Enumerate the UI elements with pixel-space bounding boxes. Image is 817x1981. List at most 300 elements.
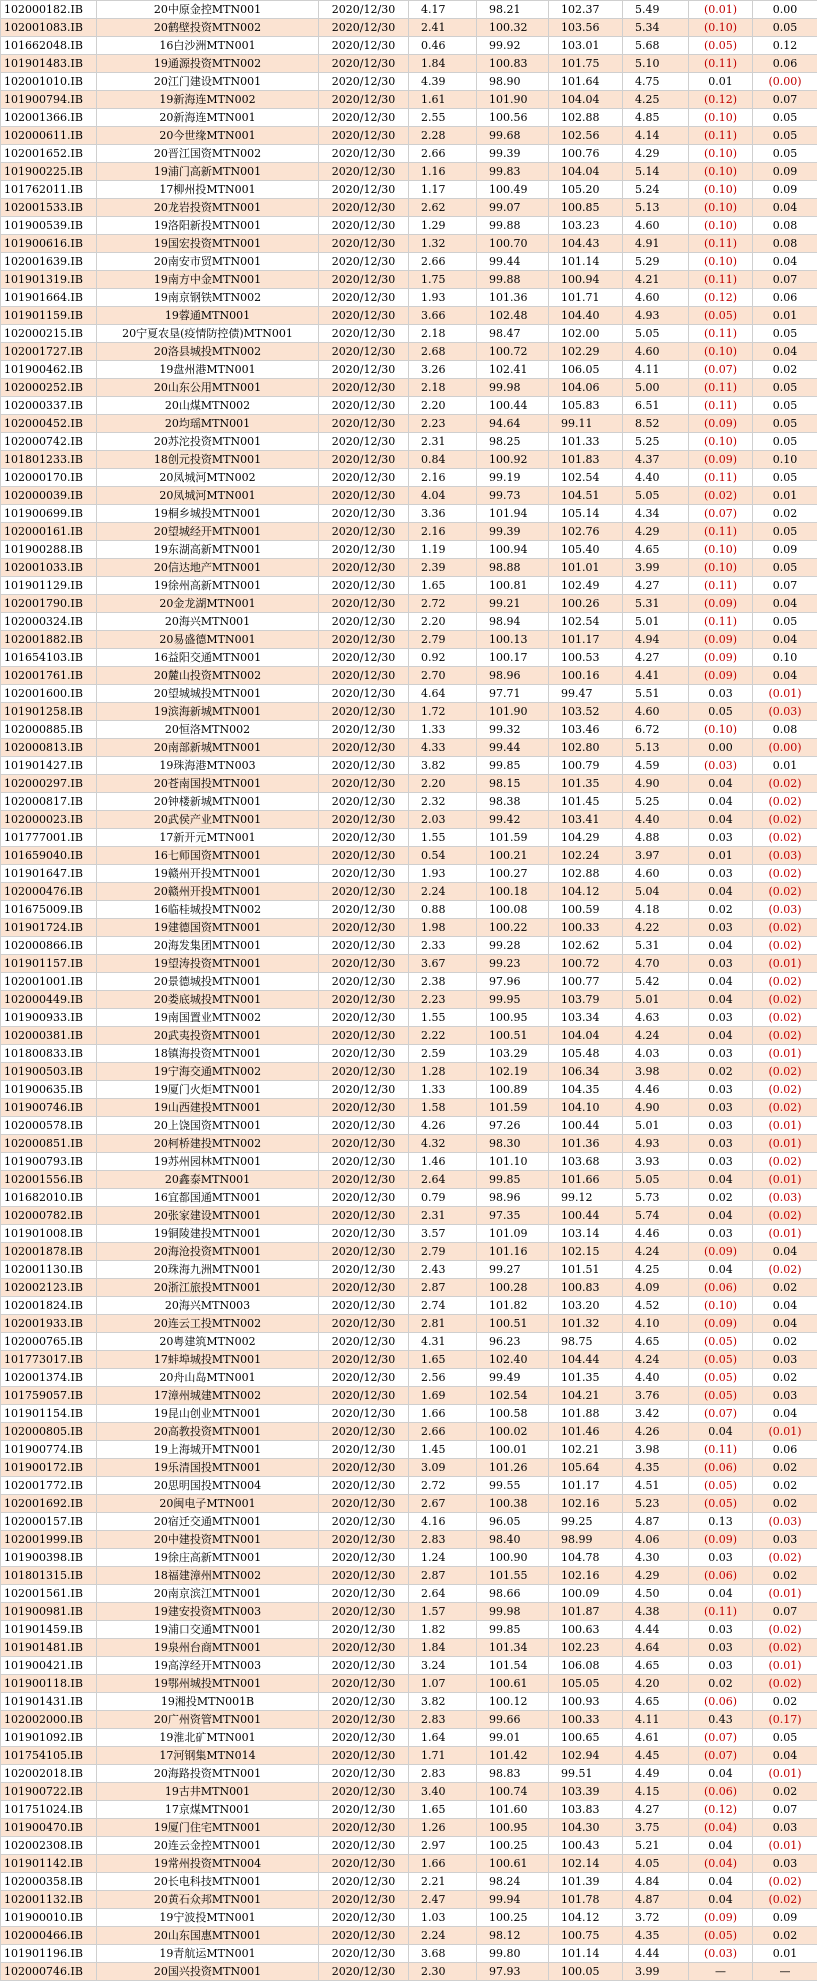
duration-cell: 1.24 — [409, 1549, 477, 1567]
yield-cell: 4.20 — [623, 1675, 689, 1693]
bond-name-cell: 20鑫泰MTN001 — [97, 1171, 319, 1189]
yield-cell: 5.31 — [623, 595, 689, 613]
change-b-cell: (0.01) — [753, 1135, 817, 1153]
table-row — [1, 919, 817, 937]
bond-name-cell: 20山东公用MTN001 — [97, 379, 319, 397]
duration-cell: 2.81 — [409, 1315, 477, 1333]
clean-price-cell: 102.48 — [477, 307, 549, 325]
bond-code-cell: 101901142.IB — [1, 1855, 97, 1873]
change-a-cell: (0.10) — [689, 163, 753, 181]
change-a-cell: 0.03 — [689, 1621, 753, 1639]
table-row — [1, 649, 817, 667]
bond-name-cell: 18福建漳州MTN002 — [97, 1567, 319, 1585]
table-row — [1, 1639, 817, 1657]
bond-name-cell: 20赣州开投MTN001 — [97, 883, 319, 901]
bond-name-cell: 20娄底城投MTN001 — [97, 991, 319, 1009]
yield-cell: 4.11 — [623, 361, 689, 379]
clean-price-cell: 100.01 — [477, 1441, 549, 1459]
duration-cell: 3.82 — [409, 757, 477, 775]
change-a-cell: (0.03) — [689, 757, 753, 775]
bond-name-cell: 20海兴MTN003 — [97, 1297, 319, 1315]
change-b-cell: (0.02) — [753, 937, 817, 955]
dirty-price-cell: 104.04 — [549, 91, 623, 109]
duration-cell: 4.04 — [409, 487, 477, 505]
table-row — [1, 1495, 817, 1513]
valuation-date-cell: 2020/12/30 — [319, 865, 409, 883]
change-b-cell: (0.02) — [753, 1081, 817, 1099]
bond-code-cell: 101900421.IB — [1, 1657, 97, 1675]
table-row — [1, 433, 817, 451]
dirty-price-cell: 105.64 — [549, 1459, 623, 1477]
clean-price-cell: 98.94 — [477, 613, 549, 631]
duration-cell: 2.18 — [409, 325, 477, 343]
duration-cell: 0.79 — [409, 1189, 477, 1207]
clean-price-cell: 99.80 — [477, 1945, 549, 1963]
table-row — [1, 1765, 817, 1783]
bond-name-cell: 19铜陵建投MTN001 — [97, 1225, 319, 1243]
clean-price-cell: 101.34 — [477, 1639, 549, 1657]
bond-code-cell: 102000161.IB — [1, 523, 97, 541]
valuation-date-cell: 2020/12/30 — [319, 1675, 409, 1693]
table-row — [1, 19, 817, 37]
yield-cell: 4.30 — [623, 1549, 689, 1567]
change-b-cell: (0.02) — [753, 865, 817, 883]
valuation-date-cell: 2020/12/30 — [319, 1405, 409, 1423]
duration-cell: 1.69 — [409, 1387, 477, 1405]
change-b-cell: (0.00) — [753, 739, 817, 757]
duration-cell: 2.32 — [409, 793, 477, 811]
clean-price-cell: 99.21 — [477, 595, 549, 613]
change-a-cell: 0.03 — [689, 1117, 753, 1135]
table-row — [1, 1279, 817, 1297]
bond-name-cell: 19盘州港MTN001 — [97, 361, 319, 379]
valuation-date-cell: 2020/12/30 — [319, 487, 409, 505]
table-row — [1, 1909, 817, 1927]
change-b-cell: 0.05 — [753, 469, 817, 487]
change-a-cell: (0.05) — [689, 1351, 753, 1369]
duration-cell: 1.55 — [409, 1009, 477, 1027]
bond-name-cell: 20思明国投MTN004 — [97, 1477, 319, 1495]
table-row — [1, 1675, 817, 1693]
bond-code-cell: 102001556.IB — [1, 1171, 97, 1189]
valuation-date-cell: 2020/12/30 — [319, 1153, 409, 1171]
valuation-date-cell: 2020/12/30 — [319, 1693, 409, 1711]
yield-cell: 4.29 — [623, 145, 689, 163]
yield-cell: 4.24 — [623, 1243, 689, 1261]
clean-price-cell: 96.23 — [477, 1333, 549, 1351]
change-a-cell: 0.04 — [689, 973, 753, 991]
change-b-cell: (0.03) — [753, 901, 817, 919]
duration-cell: 4.31 — [409, 1333, 477, 1351]
table-row — [1, 127, 817, 145]
table-row — [1, 55, 817, 73]
bond-code-cell: 102000449.IB — [1, 991, 97, 1009]
table-row — [1, 1855, 817, 1873]
change-a-cell: (0.09) — [689, 667, 753, 685]
change-b-cell: 0.06 — [753, 1441, 817, 1459]
duration-cell: 1.98 — [409, 919, 477, 937]
dirty-price-cell: 100.85 — [549, 199, 623, 217]
change-b-cell: 0.00 — [753, 1, 817, 19]
duration-cell: 2.83 — [409, 1711, 477, 1729]
bond-name-cell: 20南安市贸MTN001 — [97, 253, 319, 271]
yield-cell: 4.22 — [623, 919, 689, 937]
table-row — [1, 1963, 817, 1981]
change-b-cell: (0.17) — [753, 1711, 817, 1729]
clean-price-cell: 99.42 — [477, 811, 549, 829]
bond-name-cell: 20舟山岛MTN001 — [97, 1369, 319, 1387]
yield-cell: 4.90 — [623, 1099, 689, 1117]
change-b-cell: 0.01 — [753, 307, 817, 325]
dirty-price-cell: 102.23 — [549, 1639, 623, 1657]
dirty-price-cell: 101.71 — [549, 289, 623, 307]
yield-cell: 4.27 — [623, 649, 689, 667]
yield-cell: 5.05 — [623, 1171, 689, 1189]
change-b-cell: 0.05 — [753, 397, 817, 415]
dirty-price-cell: 106.34 — [549, 1063, 623, 1081]
clean-price-cell: 98.30 — [477, 1135, 549, 1153]
valuation-date-cell: 2020/12/30 — [319, 1207, 409, 1225]
table-row — [1, 1441, 817, 1459]
valuation-date-cell: 2020/12/30 — [319, 1513, 409, 1531]
bond-name-cell: 19鄂州城投MTN001 — [97, 1675, 319, 1693]
bond-code-cell: 101900288.IB — [1, 541, 97, 559]
table-row — [1, 163, 817, 181]
duration-cell: 2.66 — [409, 1423, 477, 1441]
yield-cell: 4.70 — [623, 955, 689, 973]
change-a-cell: 0.02 — [689, 901, 753, 919]
dirty-price-cell: 99.12 — [549, 1189, 623, 1207]
dirty-price-cell: 100.94 — [549, 271, 623, 289]
valuation-date-cell: 2020/12/30 — [319, 1603, 409, 1621]
dirty-price-cell: 101.39 — [549, 1873, 623, 1891]
bond-name-cell: 20龙岩投资MTN001 — [97, 199, 319, 217]
clean-price-cell: 98.88 — [477, 559, 549, 577]
clean-price-cell: 97.96 — [477, 973, 549, 991]
dirty-price-cell: 104.43 — [549, 235, 623, 253]
bond-code-cell: 102000023.IB — [1, 811, 97, 829]
table-row — [1, 1819, 817, 1837]
dirty-price-cell: 100.33 — [549, 1711, 623, 1729]
change-a-cell: (0.09) — [689, 595, 753, 613]
duration-cell: 1.66 — [409, 1855, 477, 1873]
bond-code-cell: 102001366.IB — [1, 109, 97, 127]
clean-price-cell: 102.19 — [477, 1063, 549, 1081]
valuation-date-cell: 2020/12/30 — [319, 1657, 409, 1675]
dirty-price-cell: 103.79 — [549, 991, 623, 1009]
table-row — [1, 1081, 817, 1099]
table-row — [1, 1567, 817, 1585]
table-row — [1, 1369, 817, 1387]
duration-cell: 3.67 — [409, 955, 477, 973]
table-row — [1, 883, 817, 901]
valuation-date-cell: 2020/12/30 — [319, 829, 409, 847]
bond-code-cell: 101900398.IB — [1, 1549, 97, 1567]
valuation-date-cell: 2020/12/30 — [319, 577, 409, 595]
clean-price-cell: 99.95 — [477, 991, 549, 1009]
change-b-cell: 0.01 — [753, 1945, 817, 1963]
table-row — [1, 865, 817, 883]
bond-code-cell: 101777001.IB — [1, 829, 97, 847]
change-b-cell: 0.09 — [753, 1909, 817, 1927]
change-b-cell: 0.05 — [753, 559, 817, 577]
valuation-date-cell: 2020/12/30 — [319, 685, 409, 703]
valuation-date-cell: 2020/12/30 — [319, 109, 409, 127]
dirty-price-cell: 104.21 — [549, 1387, 623, 1405]
yield-cell: 3.75 — [623, 1819, 689, 1837]
bond-name-cell: 20钟楼新城MTN001 — [97, 793, 319, 811]
dirty-price-cell: 103.14 — [549, 1225, 623, 1243]
bond-name-cell: 20上饶国资MTN001 — [97, 1117, 319, 1135]
yield-cell: 5.34 — [623, 19, 689, 37]
bond-code-cell: 101900616.IB — [1, 235, 97, 253]
yield-cell: 3.99 — [623, 559, 689, 577]
dirty-price-cell: 102.15 — [549, 1243, 623, 1261]
yield-cell: 4.60 — [623, 289, 689, 307]
dirty-price-cell: 103.41 — [549, 811, 623, 829]
duration-cell: 1.16 — [409, 163, 477, 181]
clean-price-cell: 100.70 — [477, 235, 549, 253]
yield-cell: 4.09 — [623, 1279, 689, 1297]
table-row — [1, 1261, 817, 1279]
valuation-date-cell: 2020/12/30 — [319, 1351, 409, 1369]
dirty-price-cell: 102.62 — [549, 937, 623, 955]
duration-cell: 1.93 — [409, 865, 477, 883]
yield-cell: 4.29 — [623, 1567, 689, 1585]
bond-code-cell: 101654103.IB — [1, 649, 97, 667]
yield-cell: 5.49 — [623, 1, 689, 19]
yield-cell: 4.65 — [623, 541, 689, 559]
clean-price-cell: 98.66 — [477, 1585, 549, 1603]
bond-name-cell: 20高教投资MTN001 — [97, 1423, 319, 1441]
clean-price-cell: 100.28 — [477, 1279, 549, 1297]
duration-cell: 1.03 — [409, 1909, 477, 1927]
clean-price-cell: 100.38 — [477, 1495, 549, 1513]
change-a-cell: (0.06) — [689, 1459, 753, 1477]
duration-cell: 2.20 — [409, 613, 477, 631]
valuation-date-cell: 2020/12/30 — [319, 523, 409, 541]
valuation-date-cell: 2020/12/30 — [319, 1765, 409, 1783]
bond-code-cell: 101759057.IB — [1, 1387, 97, 1405]
bond-name-cell: 19通源投资MTN002 — [97, 55, 319, 73]
bond-name-cell: 20今世缘MTN001 — [97, 127, 319, 145]
dirty-price-cell: 104.06 — [549, 379, 623, 397]
valuation-date-cell: 2020/12/30 — [319, 703, 409, 721]
valuation-date-cell: 2020/12/30 — [319, 559, 409, 577]
bond-name-cell: 20望城城投MTN001 — [97, 685, 319, 703]
dirty-price-cell: 98.75 — [549, 1333, 623, 1351]
duration-cell: 3.82 — [409, 1693, 477, 1711]
change-a-cell: (0.11) — [689, 127, 753, 145]
change-b-cell: (0.02) — [753, 811, 817, 829]
dirty-price-cell: 103.01 — [549, 37, 623, 55]
valuation-date-cell: 2020/12/30 — [319, 1477, 409, 1495]
bond-code-cell: 101901159.IB — [1, 307, 97, 325]
change-a-cell: (0.09) — [689, 1315, 753, 1333]
change-b-cell: (0.01) — [753, 1657, 817, 1675]
change-b-cell: 0.04 — [753, 343, 817, 361]
table-row — [1, 1243, 817, 1261]
yield-cell: 5.10 — [623, 55, 689, 73]
yield-cell: 5.51 — [623, 685, 689, 703]
duration-cell: 2.87 — [409, 1279, 477, 1297]
change-b-cell: 0.03 — [753, 1855, 817, 1873]
valuation-date-cell: 2020/12/30 — [319, 1747, 409, 1765]
bond-code-cell: 102001561.IB — [1, 1585, 97, 1603]
change-b-cell: (0.02) — [753, 1891, 817, 1909]
bond-name-cell: 20江门建设MTN001 — [97, 73, 319, 91]
valuation-date-cell: 2020/12/30 — [319, 433, 409, 451]
clean-price-cell: 101.16 — [477, 1243, 549, 1261]
duration-cell: 1.72 — [409, 703, 477, 721]
change-a-cell: (0.10) — [689, 199, 753, 217]
bond-name-cell: 20恒洛MTN002 — [97, 721, 319, 739]
clean-price-cell: 98.21 — [477, 1, 549, 19]
clean-price-cell: 98.47 — [477, 325, 549, 343]
change-a-cell: 0.03 — [689, 1081, 753, 1099]
valuation-date-cell: 2020/12/30 — [319, 289, 409, 307]
table-row — [1, 1207, 817, 1225]
dirty-price-cell: 104.04 — [549, 163, 623, 181]
clean-price-cell: 100.44 — [477, 397, 549, 415]
bond-name-cell: 19苏州园林MTN001 — [97, 1153, 319, 1171]
dirty-price-cell: 105.83 — [549, 397, 623, 415]
clean-price-cell: 98.96 — [477, 667, 549, 685]
valuation-date-cell: 2020/12/30 — [319, 1549, 409, 1567]
change-b-cell: 0.02 — [753, 1477, 817, 1495]
change-b-cell: 0.07 — [753, 91, 817, 109]
bond-name-cell: 19浦门高新MTN001 — [97, 163, 319, 181]
bond-name-cell: 19泉州台商MTN001 — [97, 1639, 319, 1657]
valuation-date-cell: 2020/12/30 — [319, 73, 409, 91]
table-row — [1, 1405, 817, 1423]
valuation-date-cell: 2020/12/30 — [319, 1837, 409, 1855]
duration-cell: 1.46 — [409, 1153, 477, 1171]
duration-cell: 2.97 — [409, 1837, 477, 1855]
bond-code-cell: 101901481.IB — [1, 1639, 97, 1657]
duration-cell: 1.65 — [409, 577, 477, 595]
change-a-cell: (0.09) — [689, 451, 753, 469]
bond-code-cell: 102000297.IB — [1, 775, 97, 793]
duration-cell: 2.55 — [409, 109, 477, 127]
yield-cell: 4.65 — [623, 1693, 689, 1711]
bond-code-cell: 101900794.IB — [1, 91, 97, 109]
dirty-price-cell: 106.05 — [549, 361, 623, 379]
bond-code-cell: 101901483.IB — [1, 55, 97, 73]
clean-price-cell: 100.08 — [477, 901, 549, 919]
duration-cell: 1.58 — [409, 1099, 477, 1117]
bond-code-cell: 101662048.IB — [1, 37, 97, 55]
change-a-cell: (0.05) — [689, 307, 753, 325]
clean-price-cell: 97.26 — [477, 1117, 549, 1135]
change-a-cell: 0.05 — [689, 703, 753, 721]
change-a-cell: (0.12) — [689, 91, 753, 109]
yield-cell: 3.98 — [623, 1441, 689, 1459]
duration-cell: 2.20 — [409, 775, 477, 793]
bond-code-cell: 101900774.IB — [1, 1441, 97, 1459]
clean-price-cell: 99.19 — [477, 469, 549, 487]
valuation-date-cell: 2020/12/30 — [319, 1315, 409, 1333]
bond-code-cell: 102000885.IB — [1, 721, 97, 739]
clean-price-cell: 98.15 — [477, 775, 549, 793]
duration-cell: 3.24 — [409, 1657, 477, 1675]
dirty-price-cell: 101.78 — [549, 1891, 623, 1909]
valuation-date-cell: 2020/12/30 — [319, 613, 409, 631]
change-b-cell: 0.03 — [753, 1351, 817, 1369]
duration-cell: 1.57 — [409, 1603, 477, 1621]
valuation-date-cell: 2020/12/30 — [319, 415, 409, 433]
yield-cell: 5.01 — [623, 613, 689, 631]
table-row — [1, 145, 817, 163]
clean-price-cell: 100.72 — [477, 343, 549, 361]
dirty-price-cell: 103.56 — [549, 19, 623, 37]
bond-name-cell: 20麓山投资MTN002 — [97, 667, 319, 685]
table-row — [1, 1657, 817, 1675]
dirty-price-cell: 102.24 — [549, 847, 623, 865]
yield-cell: 4.21 — [623, 271, 689, 289]
change-a-cell: (0.09) — [689, 631, 753, 649]
change-b-cell: 0.02 — [753, 1783, 817, 1801]
valuation-date-cell: 2020/12/30 — [319, 667, 409, 685]
valuation-date-cell: 2020/12/30 — [319, 325, 409, 343]
clean-price-cell: 102.41 — [477, 361, 549, 379]
change-a-cell: 0.04 — [689, 811, 753, 829]
dirty-price-cell: 102.88 — [549, 865, 623, 883]
change-a-cell: (0.12) — [689, 289, 753, 307]
clean-price-cell: 99.39 — [477, 145, 549, 163]
yield-cell: 4.46 — [623, 1081, 689, 1099]
change-b-cell: 0.03 — [753, 1819, 817, 1837]
change-a-cell: 0.03 — [689, 1153, 753, 1171]
dirty-price-cell: 105.40 — [549, 541, 623, 559]
duration-cell: 1.61 — [409, 91, 477, 109]
bond-code-cell: 101675009.IB — [1, 901, 97, 919]
change-b-cell: (0.02) — [753, 1261, 817, 1279]
yield-cell: 4.15 — [623, 1783, 689, 1801]
yield-cell: 4.27 — [623, 577, 689, 595]
yield-cell: 4.87 — [623, 1891, 689, 1909]
bond-name-cell: 20金龙湖MTN001 — [97, 595, 319, 613]
clean-price-cell: 99.44 — [477, 253, 549, 271]
yield-cell: 8.52 — [623, 415, 689, 433]
yield-cell: 4.10 — [623, 1315, 689, 1333]
yield-cell: 4.52 — [623, 1297, 689, 1315]
yield-cell: 3.93 — [623, 1153, 689, 1171]
valuation-date-cell: 2020/12/30 — [319, 811, 409, 829]
yield-cell: 4.27 — [623, 1801, 689, 1819]
yield-cell: 4.49 — [623, 1765, 689, 1783]
bond-name-cell: 18创元投资MTN001 — [97, 451, 319, 469]
duration-cell: 1.29 — [409, 217, 477, 235]
change-b-cell: 0.05 — [753, 19, 817, 37]
clean-price-cell: 101.09 — [477, 1225, 549, 1243]
dirty-price-cell: 100.09 — [549, 1585, 623, 1603]
table-row — [1, 1621, 817, 1639]
duration-cell: 2.43 — [409, 1261, 477, 1279]
bond-code-cell: 101901427.IB — [1, 757, 97, 775]
change-b-cell: (0.02) — [753, 1099, 817, 1117]
duration-cell: 1.28 — [409, 1063, 477, 1081]
bond-code-cell: 102001999.IB — [1, 1531, 97, 1549]
change-b-cell: 0.07 — [753, 577, 817, 595]
yield-cell: 4.05 — [623, 1855, 689, 1873]
valuation-date-cell: 2020/12/30 — [319, 37, 409, 55]
change-a-cell: (0.11) — [689, 613, 753, 631]
bond-code-cell: 101900225.IB — [1, 163, 97, 181]
change-b-cell: (0.02) — [753, 1207, 817, 1225]
clean-price-cell: 100.58 — [477, 1405, 549, 1423]
bond-code-cell: 102000765.IB — [1, 1333, 97, 1351]
